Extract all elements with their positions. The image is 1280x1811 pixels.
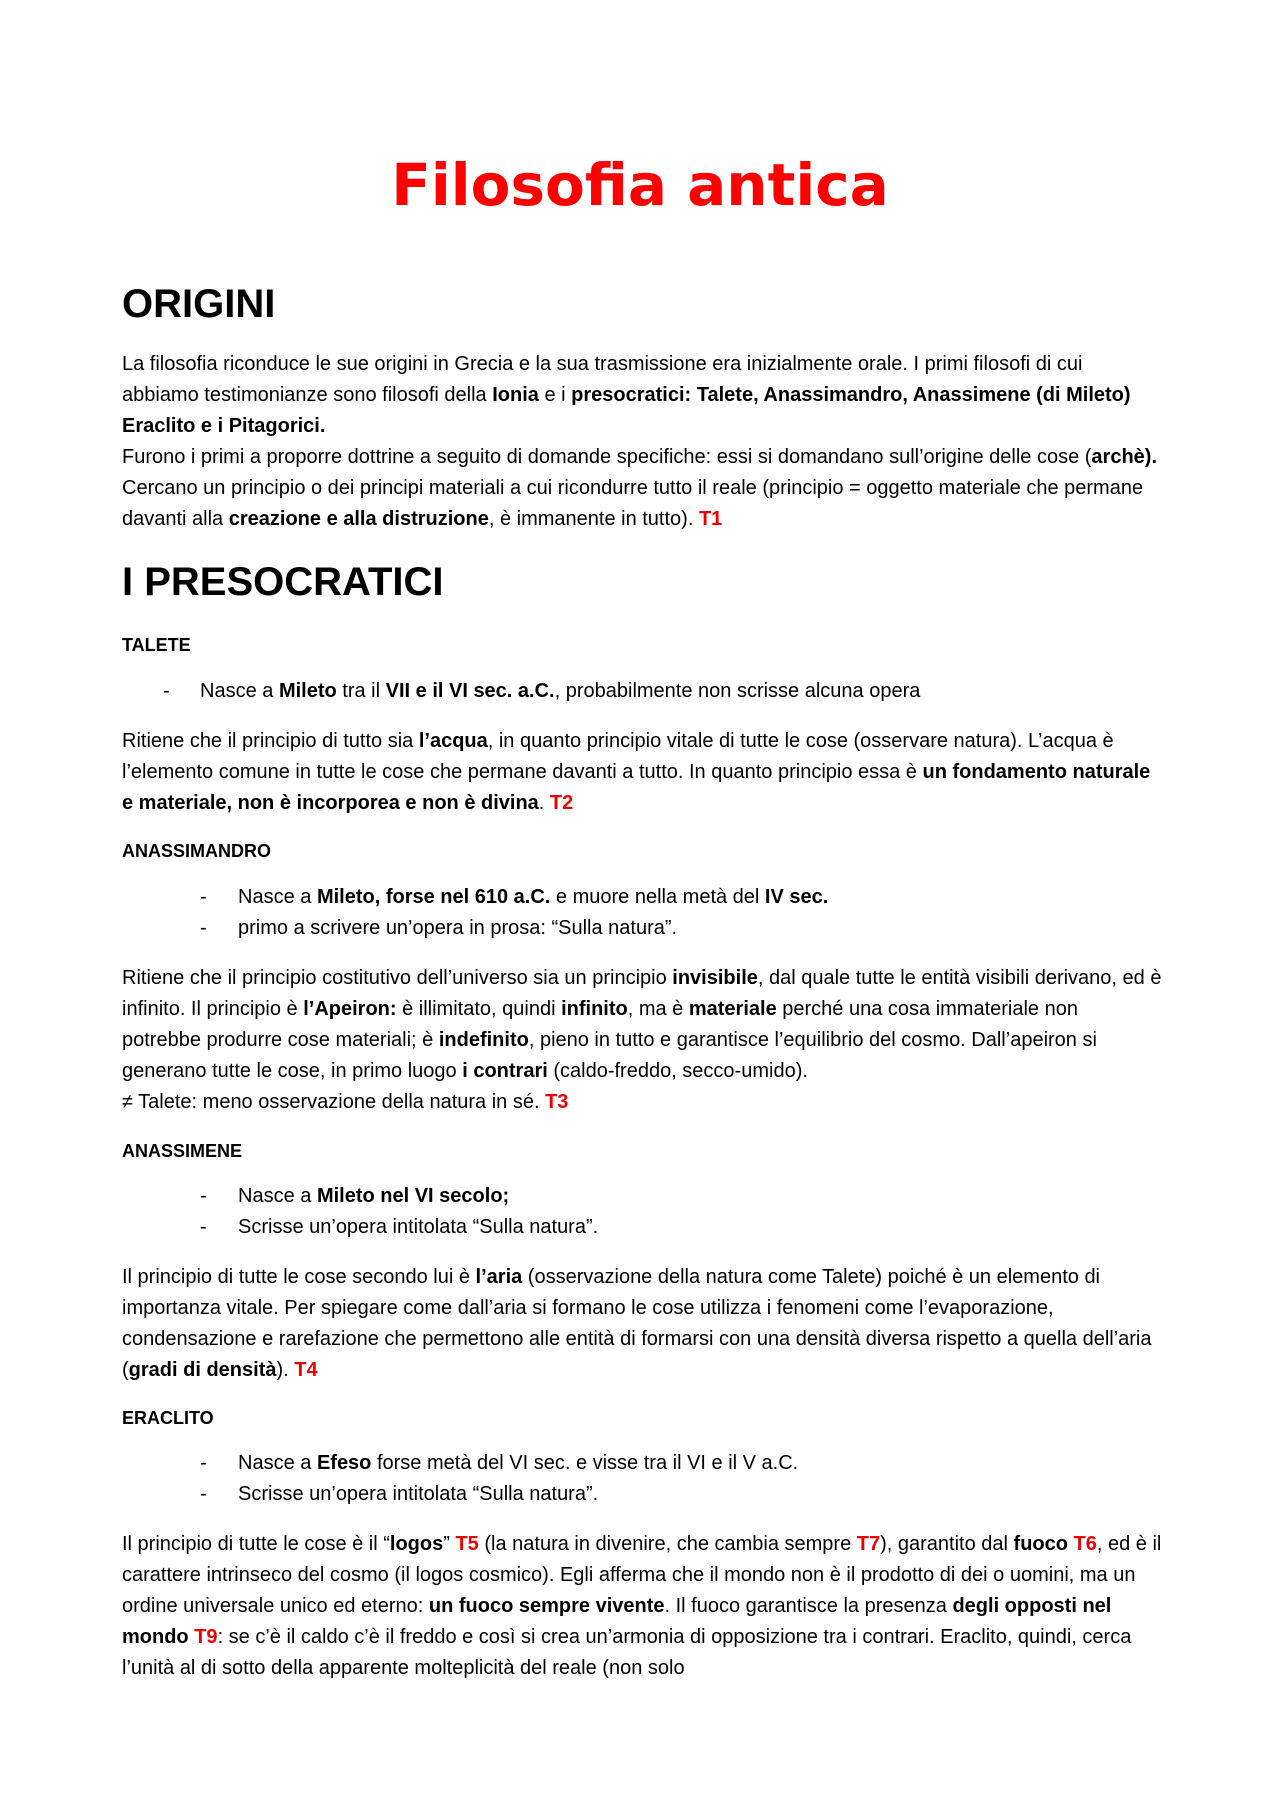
bullet-dash: -: [200, 1185, 207, 1207]
bullet-dash: -: [200, 886, 207, 908]
text-run: Scrisse un’opera intitolata “Sulla natura”.: [238, 1216, 599, 1238]
bold-text: archè).: [1091, 446, 1158, 468]
bold-text: infinito: [561, 998, 628, 1020]
text-run: Furono i primi a proporre dottrine a seguito di domande specifiche: essi si domandano sull’origine delle cose (: [122, 446, 1092, 468]
text-run: forse metà del VI sec. e visse tra il VI e il V a.C.: [371, 1452, 799, 1474]
paragraph-origini-1: [122, 349, 1162, 442]
bold-text: presocratici: Talete, Anassimandro, Anassimene (di Mileto) Eraclito e i Pitagorici.: [122, 384, 1131, 437]
text-run: . Il fuoco garantisce la presenza: [664, 1595, 953, 1617]
text-run: : se c’è il caldo c’è il freddo e così si crea un’armonia di opposizione tra i contrari. Eraclito, quindi, cerca l’unità al di sotto della apparente molteplicità del reale (non solo: [122, 1626, 1132, 1679]
text-run: Ritiene che il principio costitutivo dell’universo sia un principio: [122, 967, 673, 989]
text-run: è illimitato, quindi: [396, 998, 562, 1020]
bold-text: i contrari: [462, 1060, 548, 1082]
text-run: Ritiene che il principio di tutto sia: [122, 730, 419, 752]
bold-text: indefinito: [438, 1029, 529, 1051]
text-run: e i: [538, 384, 572, 406]
list-item-anassimene-2: [238, 1212, 598, 1243]
text-reference-tag: T5: [455, 1533, 479, 1555]
text-run: Nasce a: [200, 680, 279, 702]
text-run: , è immanente in tutto).: [488, 508, 699, 530]
text-run: , pieno in tutto e garantisce l’equilibrio del cosmo. Dall’apeiron si generano tutte le cose, in primo luogo: [122, 1029, 1097, 1082]
bold-text: un fuoco sempre vivente: [428, 1595, 665, 1617]
list-item-anassimandro-2: [238, 913, 677, 944]
text-run: La filosofia riconduce le sue origini in Grecia e la sua trasmissione era inizialmente orale. I primi filosofi di cui abbiamo testimonianze sono filosofi della: [122, 353, 1083, 406]
text-run: .: [538, 792, 550, 814]
bullet-dash: -: [200, 1216, 207, 1238]
text-reference-tag: T9: [194, 1626, 218, 1648]
bold-text: l’acqua: [418, 730, 488, 752]
heading-eraclito: ERACLITO: [122, 1408, 214, 1428]
text-run: , dal quale tutte le entità visibili derivano, ed è infinito. Il principio è: [122, 967, 1162, 1020]
paragraph-anassimene: [122, 1262, 1162, 1386]
text-run: (caldo-freddo, secco-umido).: [547, 1060, 808, 1082]
bullet-dash: -: [200, 1483, 207, 1505]
text-reference-tag: T4: [294, 1359, 318, 1381]
text-run: tra il: [336, 680, 386, 702]
bold-text: creazione e alla distruzione: [228, 508, 489, 530]
text-run: primo a scrivere un’opera in prosa: “Sulla natura”.: [238, 917, 678, 939]
text-run: Cercano un principio o dei principi materiali a cui ricondurre tutto il reale (principio = oggetto materiale che permane davanti alla: [122, 477, 1144, 530]
text-run: , ma è: [627, 998, 689, 1020]
text-run: , in quanto principio vitale di tutte le cose (osservare natura). L’acqua è l’elemento comune in tutte le cose che permane davanti a tutto. In quanto principio essa è: [122, 730, 1114, 783]
paragraph-anassimandro: [122, 963, 1162, 1118]
text-run: Nasce a: [238, 1452, 317, 1474]
bold-text: materiale: [688, 998, 777, 1020]
text-run: Il principio di tutte le cose secondo lui è: [122, 1266, 476, 1288]
text-run: (osservazione della natura come Talete) poiché è un elemento di importanza vitale. Per spiegare come dall’aria si formano le cose utilizza i fenomeni come l’evaporazione, condensazione e rarefazione che permettono alle entità di formarsi con una densità diversa rispetto a quella dell’aria (: [122, 1266, 1152, 1381]
paragraph-talete: [122, 726, 1162, 819]
list-item-anassimene-1: [238, 1181, 509, 1212]
bold-text: Efeso: [316, 1452, 372, 1474]
bold-text: VII e il VI sec. a.C.: [385, 680, 555, 702]
list-item-eraclito-2: [238, 1479, 598, 1510]
heading-talete: TALETE: [122, 635, 191, 655]
text-run: ), garantito dal: [880, 1533, 1014, 1555]
text-run: Nasce a: [238, 1185, 317, 1207]
text-run: perché una cosa immateriale non potrebbe produrre cose materiali; è: [122, 998, 1078, 1051]
text-run: , probabilmente non scrisse alcuna opera: [554, 680, 921, 702]
text-run: Il principio di tutte le cose è il “: [122, 1533, 390, 1555]
text-run: , ed è il carattere intrinseco del cosmo (il logos cosmico). Egli afferma che il mondo non è il prodotto di dei o uomini, ma un ordine universale unico ed eterno:: [122, 1533, 1162, 1617]
bold-text: l’Apeiron:: [303, 998, 397, 1020]
text-run: (la natura in divenire, che cambia sempre: [478, 1533, 857, 1555]
text-reference-tag: T6: [1073, 1533, 1097, 1555]
heading-presocratici: I PRESOCRATICI: [122, 560, 444, 604]
text-run: ≠ Talete: meno osservazione della natura in sé.: [122, 1091, 546, 1113]
text-reference-tag: T1: [698, 508, 723, 530]
text-reference-tag: T2: [549, 792, 574, 814]
bold-text: invisibile: [672, 967, 758, 989]
bold-text: Ionia: [492, 384, 539, 406]
bold-text: IV sec.: [764, 886, 829, 908]
paragraph-eraclito: [122, 1529, 1162, 1684]
bold-text: fuoco: [1013, 1533, 1068, 1555]
text-run: Nasce a: [238, 886, 317, 908]
page-title: Filosofia antica: [391, 151, 889, 219]
bullet-dash: -: [200, 1452, 207, 1474]
bold-text: degli opposti nel mondo: [122, 1595, 1112, 1648]
heading-origini: ORIGINI: [122, 282, 276, 326]
list-item-eraclito-1: [238, 1448, 798, 1479]
list-item-talete-1: [200, 676, 920, 707]
bold-text: l’aria: [475, 1266, 523, 1288]
bullet-dash: -: [163, 680, 170, 702]
paragraph-origini-2: [122, 442, 1162, 535]
bullet-dash: -: [200, 917, 207, 939]
text-run: e muore nella metà del: [550, 886, 765, 908]
bold-text: Mileto, forse nel 610 a.C.: [316, 886, 551, 908]
bold-text: logos: [389, 1533, 444, 1555]
bold-text: Mileto: [278, 680, 337, 702]
text-run: Scrisse un’opera intitolata “Sulla natura”.: [238, 1483, 599, 1505]
bold-text: gradi di densità: [128, 1359, 277, 1381]
text-run: ).: [276, 1359, 295, 1381]
text-run: ”: [443, 1533, 456, 1555]
bold-text: un fondamento naturale e materiale, non è incorporea e non è divina: [122, 761, 1151, 814]
heading-anassimandro: ANASSIMANDRO: [122, 841, 272, 861]
heading-anassimene: ANASSIMENE: [122, 1141, 243, 1161]
list-item-anassimandro-1: [238, 882, 828, 913]
bold-text: Mileto nel VI secolo;: [316, 1185, 510, 1207]
text-reference-tag: T7: [856, 1533, 881, 1555]
text-reference-tag: T3: [545, 1091, 569, 1113]
